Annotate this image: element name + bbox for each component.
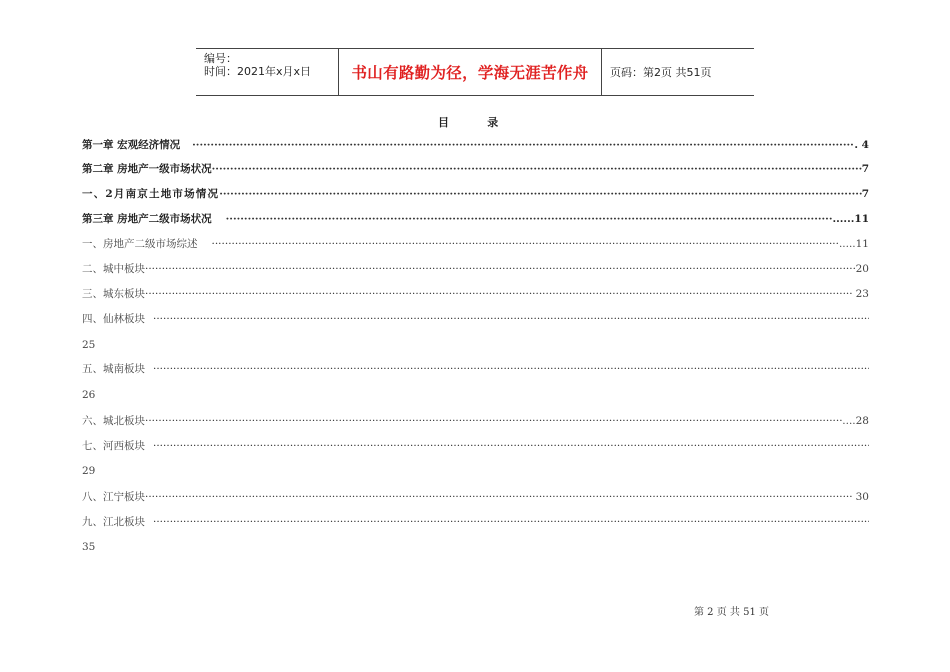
toc-leader-dots [153, 311, 869, 327]
toc-entry-chapter-1[interactable] [82, 137, 869, 153]
header-slogan: 书山有路勤为径，学海无涯苦作舟 [339, 49, 602, 95]
toc-entry-page: 7 [861, 163, 869, 175]
toc-entry-secondary-overview[interactable] [82, 236, 869, 252]
toc-leader-dots [145, 489, 852, 505]
toc-entry-jiangbei[interactable] [82, 514, 869, 530]
toc-entry-page: 25 [82, 339, 96, 351]
toc-leader-dots [145, 286, 852, 302]
toc-leader-dots [153, 514, 869, 530]
toc-entry-hexi[interactable] [82, 438, 869, 454]
page-footer: 第 2 页 共 51 页 [694, 607, 769, 618]
header-page-info: 页码：第2页 共51页 [610, 66, 712, 79]
toc-leader-dots [212, 161, 862, 177]
toc-leader-dots [153, 438, 869, 454]
toc-leader-dots [145, 413, 842, 429]
toc-entry-chengnan[interactable] [82, 361, 869, 377]
toc-entry-label: 八、江宁板块 [82, 491, 145, 503]
toc-entry-chengzhong[interactable] [82, 261, 869, 277]
toc-entry-label: 一、2月南京土地市场情况 [82, 188, 220, 200]
toc-leader-dots [153, 361, 869, 377]
toc-leader-dots [145, 261, 856, 277]
toc-leader-dots [212, 236, 839, 252]
toc-entry-label: 第一章 宏观经济情况 [82, 139, 181, 151]
toc-leader-dots [226, 211, 833, 227]
toc-entry-page: 20 [855, 263, 869, 275]
toc-leader-dots [192, 137, 854, 153]
toc-entry-chengbei[interactable] [82, 413, 869, 429]
header-number-label: 编号： [204, 52, 237, 65]
header-meta [196, 49, 339, 95]
toc-leader-dots [219, 186, 861, 202]
toc-entry-page: 29 [82, 465, 96, 477]
toc-entry-page: 7 [861, 188, 869, 200]
toc-entry-page: 30 [855, 491, 869, 503]
toc-entry-label: 一、房地产二级市场综述 [82, 238, 198, 250]
toc-entry-label: 六、城北板块 [82, 415, 145, 427]
toc-entry-chengdong[interactable] [82, 286, 869, 302]
toc-entry-page: ......11 [832, 213, 869, 225]
toc-entry-label: 第三章 房地产二级市场状况 [82, 213, 212, 225]
toc-entry-page: 26 [82, 389, 96, 401]
toc-entry-chapter-3[interactable] [82, 211, 869, 227]
toc-entry-label: 四、仙林板块 [82, 313, 145, 325]
toc-entry-jiangning[interactable] [82, 489, 869, 505]
toc-entry-page: . 4 [854, 139, 869, 151]
toc-entry-chapter-2[interactable] [82, 161, 869, 177]
toc-entry-page: ....28 [842, 415, 869, 427]
toc-entry-label: 七、河西板块 [82, 440, 145, 452]
page-header [196, 48, 754, 96]
toc-entry-page: .....11 [838, 238, 869, 250]
header-date-label: 时间：2021年x月x日 [204, 65, 312, 78]
toc-entry-label: 九、江北板块 [82, 516, 145, 528]
toc-entry-label: 第二章 房地产一级市场状况 [82, 163, 212, 175]
toc-entry-label: 三、城东板块 [82, 288, 145, 300]
toc-entry-xianlin[interactable] [82, 311, 869, 327]
toc-entry-page: 23 [855, 288, 869, 300]
toc-entry-label: 二、城中板块 [82, 263, 145, 275]
toc-entry-page: 35 [82, 541, 96, 553]
toc-title: 目 录 [438, 116, 499, 129]
toc-entry-land-market[interactable] [82, 186, 869, 202]
toc-entry-label: 五、城南板块 [82, 363, 145, 375]
